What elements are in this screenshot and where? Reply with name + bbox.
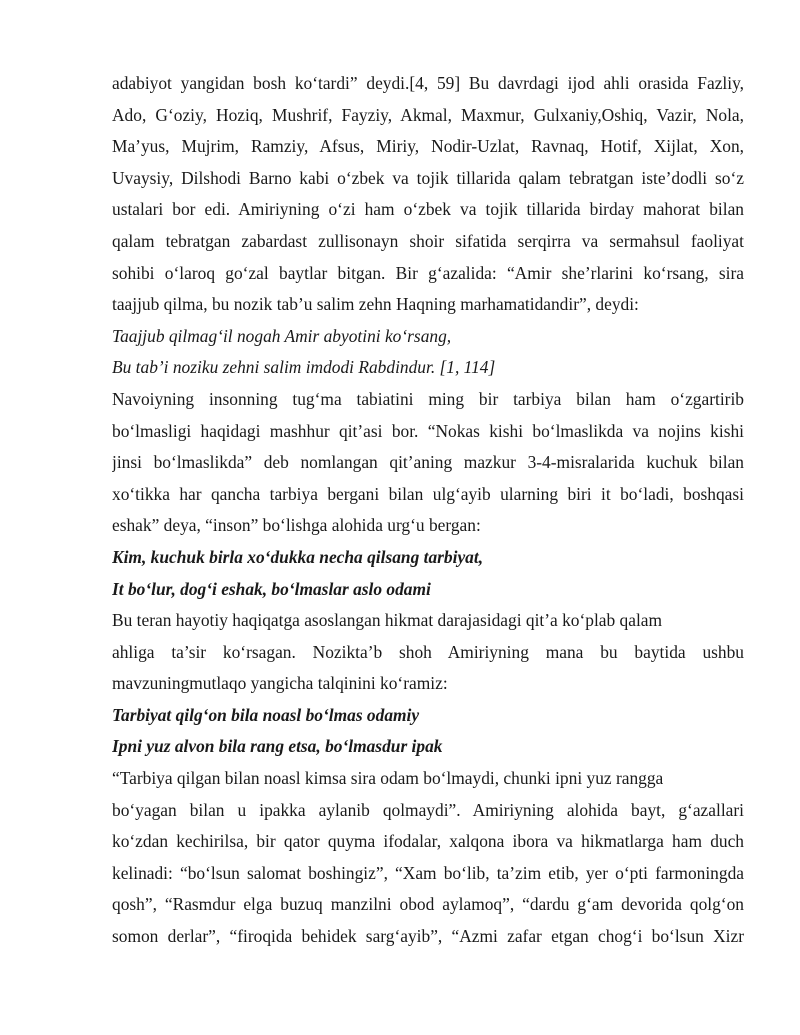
text-line: Uvaysiy, Dilshodi Barno kabi o‘zbek va tojik tillarida qalam tebratgan iste’dodli so‘z [112, 167, 744, 188]
text-line: xo‘tikka har qancha tarbiya bergani bilan ulg‘ayib ularning biri it bo‘ladi, boshqasi [112, 483, 744, 504]
text-line: mavzuningmutlaqo yangicha talqinini ko‘ramiz: [112, 673, 448, 694]
text-line: taajjub qilma, bu nozik tab’u salim zehn Haqning marhamatidandir”, deydi: [112, 294, 639, 315]
text-line: Ado, G‘oziy, Hoziq, Mushrif, Fayziy, Akmal, Maxmur, Gulxaniy,Oshiq, Vazir, Nola, [112, 104, 744, 125]
verse-line-italic: Bu tab’i noziku zehni salim imdodi Rabdindur. [1, 114] [112, 357, 496, 378]
text-line: ustalari bor edi. Amiriyning o‘zi ham o‘zbek va tojik tillarida birday mahorat bilan [112, 199, 744, 220]
text-line: ahliga ta’sir ko‘rsagan. Nozikta’b shoh Amiriyning mana bu baytida ushbu [112, 641, 744, 662]
text-line: somon derlar”, “firoqida behidek sarg‘ayib”, “Azmi zafar etgan chog‘i bo‘lsun Xizr [112, 926, 744, 947]
verse-line-bold-italic: Ipni yuz alvon bila rang etsa, bo‘lmasdur ipak [112, 736, 443, 757]
text-line: sohibi o‘laroq go‘zal baytlar bitgan. Bir g‘azalida: “Amir she’rlarini ko‘rsang, sira [112, 262, 744, 283]
verse-line-bold-italic: It bo‘lur, dog‘i eshak, bo‘lmaslar aslo odami [112, 578, 431, 599]
text-line: Bu teran hayotiy haqiqatga asoslangan hikmat darajasidagi qit’a ko‘plab qalam [112, 610, 663, 631]
text-line: kelinadi: “bo‘lsun salomat boshingiz”, “Xam bo‘lib, ta’zim etib, yer o‘pti farmoningda [112, 862, 744, 883]
document-page [112, 68, 744, 953]
text-line: eshak” deya, “inson” bo‘lishga alohida urg‘u bergan: [112, 515, 481, 536]
text-line: ko‘zdan kechirilsa, bir qator quyma ifodalar, xalqona ibora va hikmatlarga ham duch [112, 831, 744, 852]
text-line: Navoiyning insonning tug‘ma tabiatini ming bir tarbiya bilan ham o‘zgartirib [112, 388, 744, 409]
verse-line-italic: Taajjub qilmag‘il nogah Amir abyotini ko‘rsang, [112, 325, 452, 346]
text-line: “Tarbiya qilgan bilan noasl kimsa sira odam bo‘lmaydi, chunki ipni yuz rangga [112, 768, 664, 789]
text-line: qosh”, “Rasmdur elga buzuq manzilni obod aylamoq”, “dardu g‘am devorida qolg‘on [112, 894, 744, 915]
text-line: qalam tebratgan zabardast zullisonayn shoir sifatida serqirra va sermahsul faoliyat [112, 230, 744, 251]
text-line: adabiyot yangidan bosh ko‘tardi” deydi.[4, 59] Bu davrdagi ijod ahli orasida Fazliy, [112, 73, 744, 93]
verse-line-bold-italic: Tarbiyat qilg‘on bila noasl bo‘lmas odamiy [112, 704, 420, 725]
verse-line-bold-italic: Kim, kuchuk birla xo‘dukka necha qilsang tarbiyat, [112, 546, 484, 567]
text-line: bo‘yagan bilan u ipakka aylanib qolmaydi”. Amiriyning alohida bayt, g‘azallari [112, 799, 744, 820]
text-line: jinsi bo‘lmaslikda” deb nomlangan qit’aning mazkur 3-4-misralarida kuchuk bilan [112, 452, 744, 473]
text-line: Ma’yus, Mujrim, Ramziy, Afsus, Miriy, Nodir-Uzlat, Ravnaq, Hotif, Xijlat, Xon, [112, 136, 744, 157]
text-line: bo‘lmasligi haqidagi mashhur qit’asi bor. “Nokas kishi bo‘lmaslikda va nojins kishi [112, 420, 744, 441]
